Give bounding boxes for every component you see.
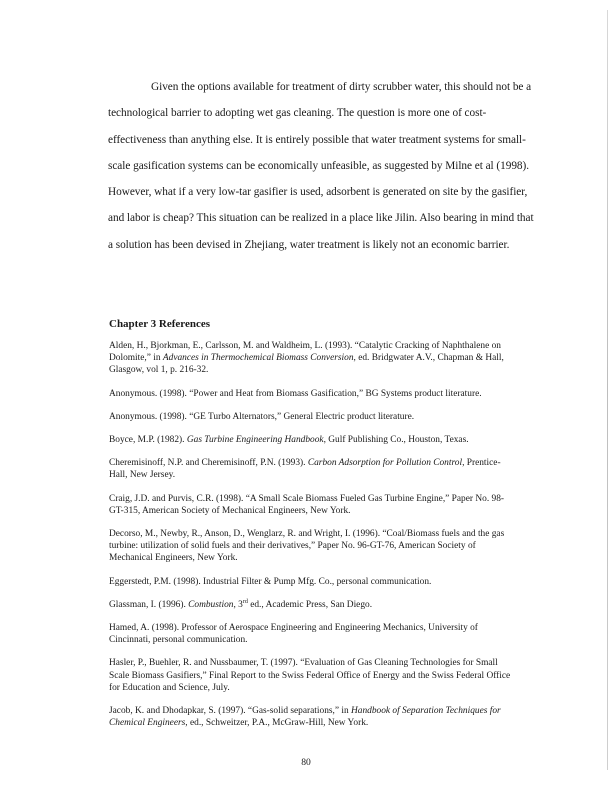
reference-line: Anonymous. (1998). “GE Turbo Alternators,” General Electric product literature. — [109, 411, 415, 422]
reference-text: Jacob, K. and Dhodapkar, S. (1997). “Gas-solid separations,” in — [109, 706, 352, 717]
reference-line — [109, 457, 549, 469]
reference-title: Handbook of Separation Techniques for — [351, 706, 501, 717]
body-line: However, what if a very low-tar gasifier is used, adsorbent is generated on site by the gasifier, — [108, 186, 528, 199]
reference-item — [109, 622, 549, 646]
reference-text: , Gulf Publishing Co., Houston, Texas. — [323, 435, 469, 446]
reference-item — [109, 599, 549, 611]
reference-line: Cincinnati, personal communication. — [109, 635, 248, 646]
reference-item — [109, 705, 549, 729]
reference-item — [109, 576, 549, 588]
reference-item — [109, 434, 549, 446]
body-line: a solution has been devised in Zhejiang, water treatment is likely not an economic barrier. — [108, 238, 510, 251]
reference-line — [109, 705, 549, 717]
reference-item — [109, 411, 549, 423]
reference-title: Carbon Adsorption for Pollution Control — [307, 458, 463, 469]
reference-item — [109, 657, 549, 694]
reference-line: Hamed, A. (1998). Professor of Aerospace Engineering and Engineering Mechanics, University of — [109, 623, 478, 634]
reference-list — [109, 340, 549, 740]
reference-line: Hasler, P., Buehler, R. and Nussbaumer, T. (1997). “Evaluation of Gas Cleaning Technologies for Small — [109, 658, 498, 669]
reference-line: Hall, New Jersey. — [109, 470, 176, 481]
reference-item — [109, 493, 549, 517]
reference-line: Craig, J.D. and Purvis, C.R. (1998). “A Small Scale Biomass Fueled Gas Turbine Engine,” Paper No. 98- — [109, 493, 505, 504]
reference-text: Dolomite,” in — [109, 353, 163, 364]
reference-item — [109, 340, 549, 377]
reference-title: Advances in Thermochemical Biomass Conversion — [162, 353, 354, 364]
reference-line: Eggerstedt, P.M. (1998). Industrial Filter & Pump Mfg. Co., personal communication. — [109, 576, 432, 587]
body-line: scale gasification systems can be economically unfeasible, as suggested by Milne et al (1998). — [108, 159, 530, 172]
reference-line: turbine: utilization of solid fuels and their derivatives,” Paper No. 96-GT-76, American Society of — [109, 541, 476, 552]
body-line: and labor is cheap? This situation can be realized in a place like Jilin. Also bearing in mind that — [108, 212, 534, 225]
reference-line: Alden, H., Bjorkman, E., Carlsson, M. and Waldheim, L. (1993). “Catalytic Cracking of Naphthalene on — [109, 341, 501, 351]
reference-line: Anonymous. (1998). “Power and Heat from Biomass Gasification,” BG Systems product literature. — [109, 388, 482, 399]
reference-line: Decorso, M., Newby, R., Anson, D., Wenglarz, R. and Wright, I. (1996). “Coal/Biomass fuels and the gas — [109, 529, 505, 540]
page-number: 80 — [301, 757, 311, 768]
body-paragraph — [108, 74, 548, 258]
body-line: Given the options available for treatment of dirty scrubber water, this should not be a — [151, 81, 532, 93]
reference-line: Glasgow, vol 1, p. 216-32. — [109, 365, 209, 376]
reference-line: GT-315, American Society of Mechanical Engineers, New York. — [109, 505, 351, 516]
reference-line: Mechanical Engineers, New York. — [109, 553, 238, 564]
reference-text: Cheremisinoff, N.P. and Cheremisinoff, P.N. (1993). — [109, 458, 308, 469]
superscript: rd — [242, 598, 248, 605]
references-heading: Chapter 3 References — [109, 318, 211, 330]
reference-item — [109, 388, 549, 400]
reference-line — [109, 352, 549, 364]
reference-text: , 3 — [233, 599, 243, 610]
reference-line — [109, 599, 549, 611]
reference-text: Boyce, M.P. (1982). — [109, 435, 187, 446]
reference-text: ed., Academic Press, San Diego. — [247, 599, 373, 610]
reference-line — [109, 434, 549, 446]
reference-item — [109, 457, 549, 481]
reference-text: , ed., Schweitzer, P.A., McGraw-Hill, New York. — [185, 718, 369, 729]
reference-text: , ed. Bridgwater A.V., Chapman & Hall, — [353, 353, 504, 364]
body-line: effectiveness than anything else. It is entirely possible that water treatment systems for small- — [108, 133, 526, 146]
scan-edge-line — [607, 10, 608, 770]
reference-line: for Education and Science, July. — [109, 682, 230, 693]
reference-text: , Prentice- — [462, 458, 501, 469]
reference-line — [109, 717, 549, 729]
body-line: technological barrier to adopting wet gas cleaning. The question is more one of cost- — [108, 107, 487, 120]
reference-title: Gas Turbine Engineering Handbook — [186, 435, 324, 446]
reference-line: Scale Biomass Gasifiers,” Final Report to the Swiss Federal Office of Energy and the Swiss Federal Office — [109, 670, 511, 681]
reference-title: Chemical Engineers — [109, 718, 186, 729]
reference-item — [109, 528, 549, 565]
reference-title: Combustion — [188, 599, 234, 610]
reference-text: Glassman, I. (1996). — [109, 599, 189, 610]
